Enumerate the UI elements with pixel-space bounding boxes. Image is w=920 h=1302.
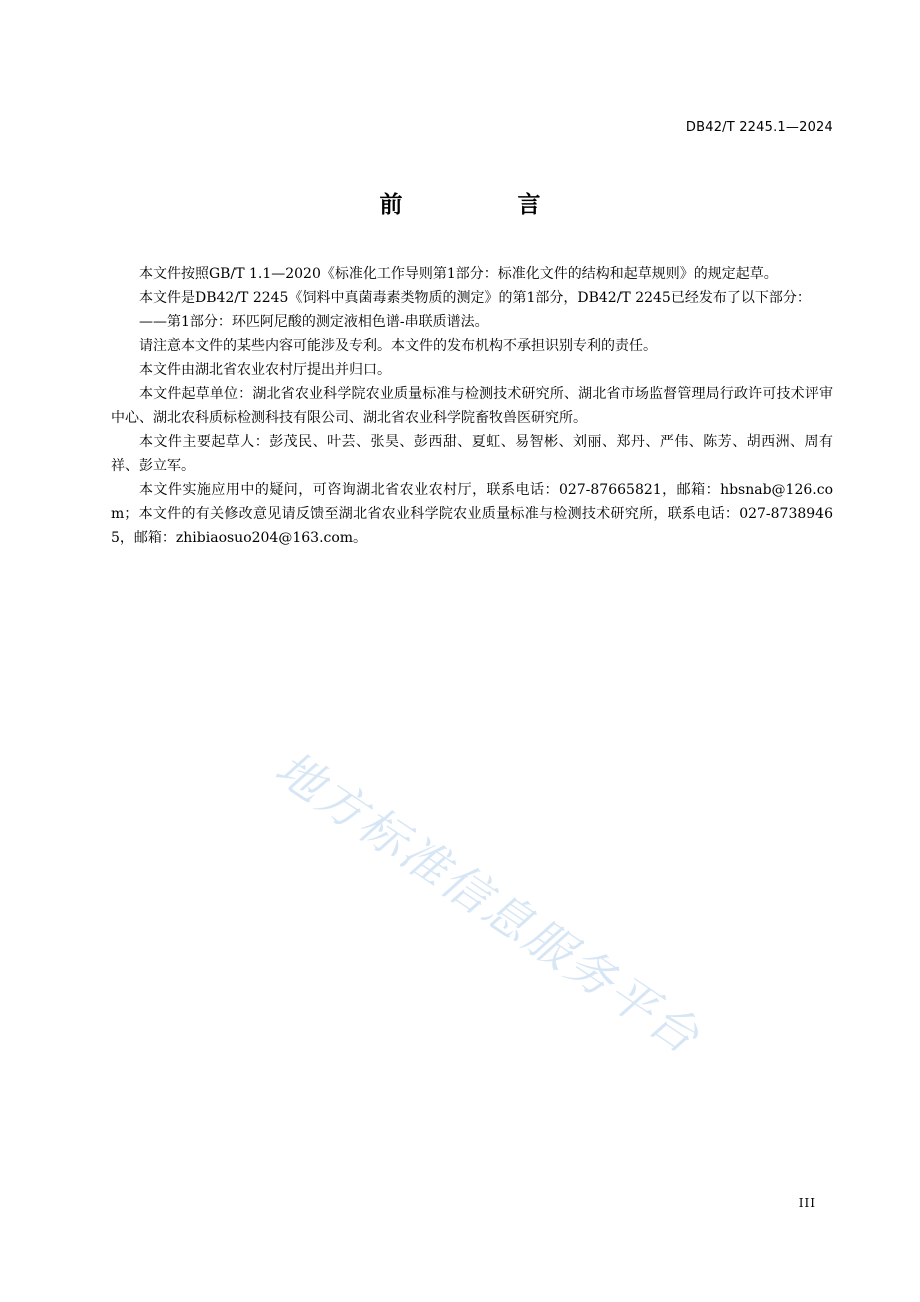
page-number: III — [798, 1196, 816, 1210]
paragraph-patent-notice: 请注意本文件的某些内容可能涉及专利。本文件的发布机构不承担识别专利的责任。 — [139, 338, 657, 354]
paragraph-part-list: ——第1部分：环匹阿尼酸的测定液相色谱-串联质谱法。 — [139, 314, 489, 330]
paragraph-drafting-rules: 本文件按照GB/T 1.1—2020《标准化工作导则第1部分：标准化文件的结构和起草规则》的规定起草。 — [139, 266, 778, 282]
paragraph-contact: 本文件实施应用中的疑问，可咨询湖北省农业农村厅，联系电话：027-87665821，邮箱：hbsnab@126.com；本文件的有关修改意见请反馈至湖北省农业科学院农业质量标准与检测技术研究所，联系电话：027-87389465，邮箱：zhibiaosuo204@163.com。 — [111, 482, 833, 546]
foreword-body — [111, 262, 833, 550]
page-title: 前 言 — [379, 192, 587, 218]
document-code: DB42/T 2245.1—2024 — [685, 120, 833, 135]
paragraph-proposer: 本文件由湖北省农业农村厅提出并归口。 — [139, 362, 391, 378]
paragraph-document-part: 本文件是DB42/T 2245《饲料中真菌毒素类物质的测定》的第1部分，DB42/T 2245已经发布了以下部分： — [139, 290, 811, 306]
paragraph-drafters: 本文件主要起草人：彭茂民、叶芸、张昊、彭西甜、夏虹、易智彬、刘丽、郑丹、严伟、陈芳、胡西洲、周有祥、彭立军。 — [111, 434, 833, 474]
paragraph-drafting-units: 本文件起草单位：湖北省农业科学院农业质量标准与检测技术研究所、湖北省市场监督管理局行政许可技术评审中心、湖北农科质标检测科技有限公司、湖北省农业科学院畜牧兽医研究所。 — [111, 386, 833, 426]
watermark: 地方标准信息服务平台 — [265, 740, 711, 1066]
